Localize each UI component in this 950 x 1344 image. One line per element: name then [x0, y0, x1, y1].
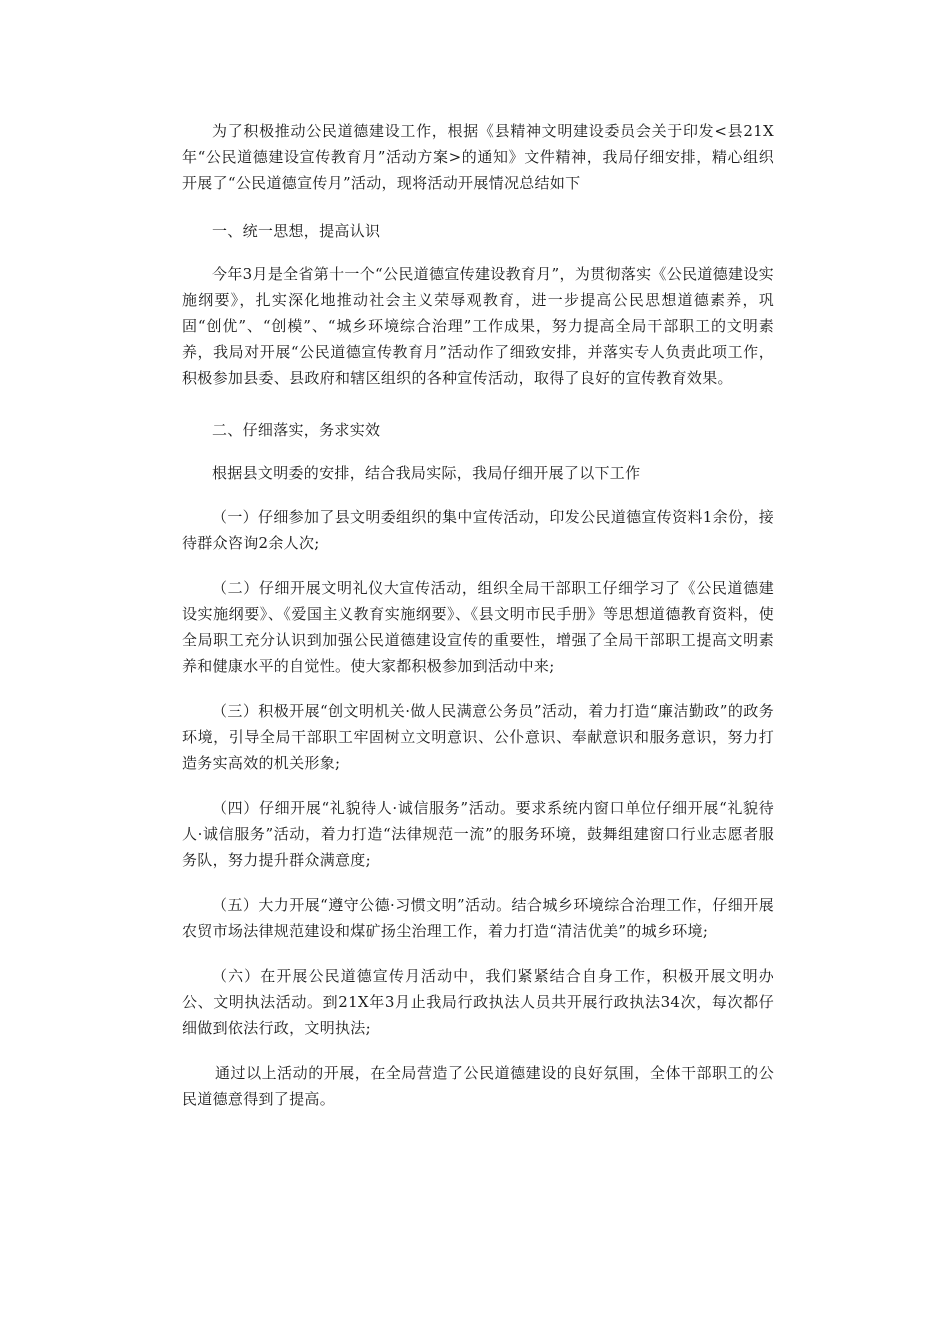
section-2-intro-paragraph: 根据县文明委的安排，结合我局实际，我局仔细开展了以下工作: [212, 464, 641, 482]
section-heading-2: 二、仔细落实，务求实效: [212, 421, 381, 439]
section-heading-1: 一、统一思想，提高认识: [212, 222, 381, 240]
closing-paragraph: 通过以上活动的开展，在全局营造了公民道德建设的良好氛围，全体干部职工的公民道德意得到了提高。: [182, 1064, 774, 1108]
work-item-3: （三）积极开展“创文明机关·做人民满意公务员”活动，着力打造“廉洁勤政”的政务环境，引导全局干部职工牢固树立文明意识、公仆意识、奉献意识和服务意识，努力打造务实高效的机关形象;: [182, 702, 774, 772]
intro-paragraph: 为了积极推动公民道德建设工作，根据《县精神文明建设委员会关于印发<县21X年“公民道德建设宣传教育月”活动方案>的通知》文件精神，我局仔细安排，精心组织开展了“公民道德宣传月”活动，现将活动开展情况总结如下: [182, 122, 774, 192]
section-1-paragraph: 今年3月是全省第十一个“公民道德宣传建设教育月”，为贯彻落实《公民道德建设实施纲要》，扎实深化地推动社会主义荣辱观教育，进一步提高公民思想道德素养，巩固“创优”、“创模”、“城乡环境综合治理”工作成果，努力提高全局干部职工的文明素养，我局对开展“公民道德宣传教育月”活动作了细致安排，并落实专人负责此项工作，积极参加县委、县政府和辖区组织的各种宣传活动，取得了良好的宣传教育效果。: [182, 265, 774, 387]
work-item-4: （四）仔细开展“礼貌待人·诚信服务”活动。要求系统内窗口单位仔细开展“礼貌待人·诚信服务”活动，着力打造“法律规范一流”的服务环境，鼓舞组建窗口行业志愿者服务队，努力提升群众满意度;: [182, 799, 774, 869]
work-item-2: （二）仔细开展文明礼仪大宣传活动，组织全局干部职工仔细学习了《公民道德建设实施纲要》、《爱国主义教育实施纲要》、《县文明市民手册》等思想道德教育资料，使全局职工充分认识到加强公民道德建设宣传的重要性，增强了全局干部职工提高文明素养和健康水平的自觉性。使大家都积极参加到活动中来;: [182, 579, 774, 675]
work-item-6: （六）在开展公民道德宣传月活动中，我们紧紧结合自身工作，积极开展文明办公、文明执法活动。到21X年3月止我局行政执法人员共开展行政执法34次，每次都仔细做到依法行政，文明执法;: [182, 967, 774, 1037]
work-item-5: （五）大力开展“遵守公德·习惯文明”活动。结合城乡环境综合治理工作，仔细开展农贸市场法律规范建设和煤矿扬尘治理工作，着力打造“清洁优美”的城乡环境;: [182, 896, 774, 940]
document-body: [182, 118, 774, 1129]
work-item-1: （一）仔细参加了县文明委组织的集中宣传活动，印发公民道德宣传资料1余份，接待群众咨询2余人次;: [182, 508, 774, 552]
